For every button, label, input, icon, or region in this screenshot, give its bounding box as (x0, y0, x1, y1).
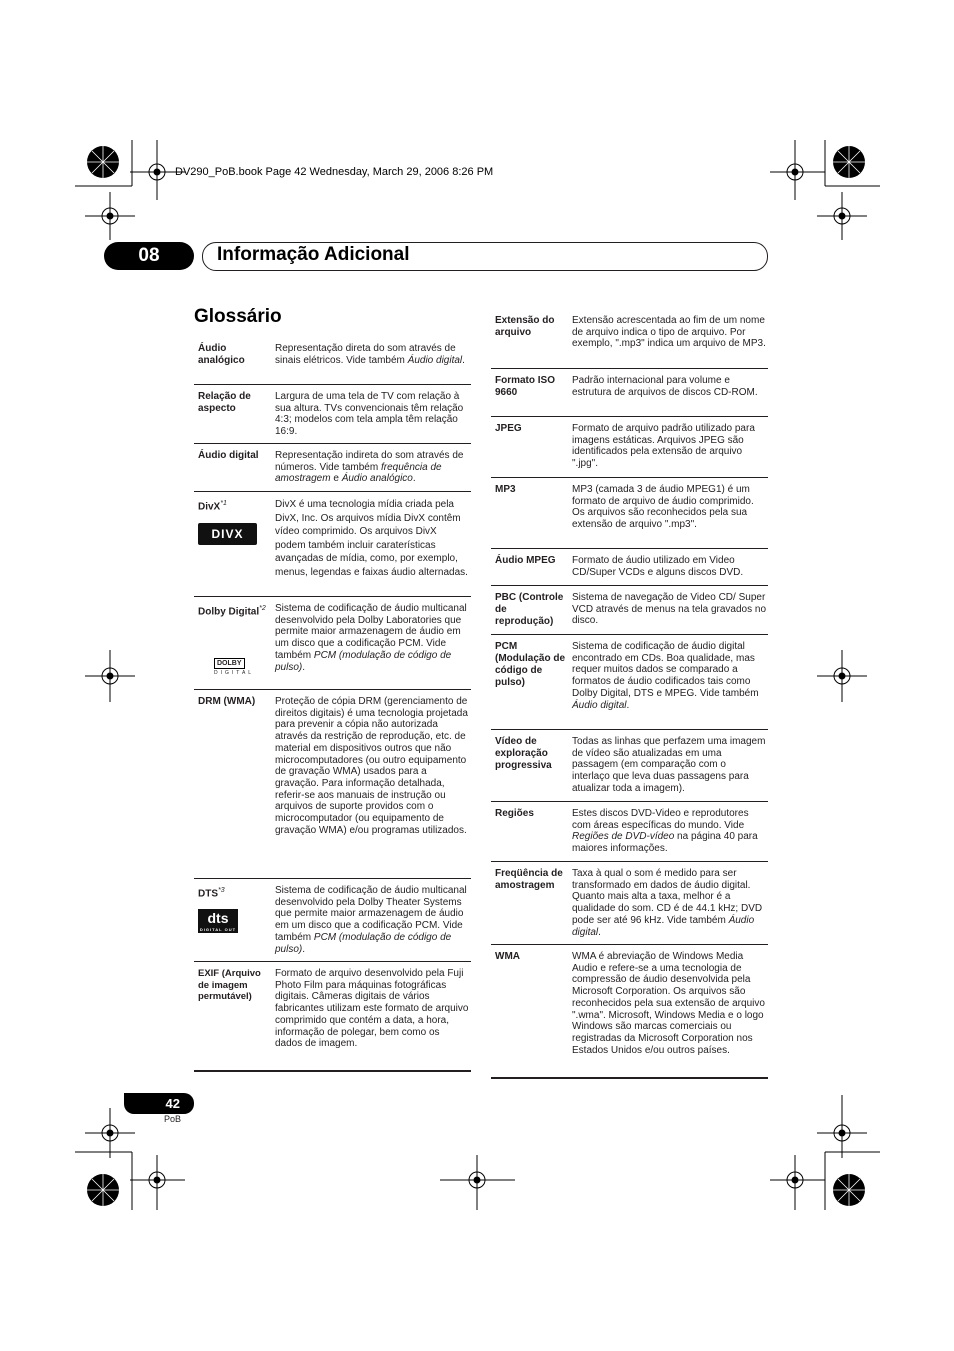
glossary-definition: Formato de arquivo padrão utilizado para imagens estáticas. Arquivos JPEG são identificados pela extensão de arquivo ".jpg". (572, 423, 755, 470)
glossary-term: Freqüência de amostragem (495, 868, 563, 891)
page-number: 42 (124, 1093, 194, 1114)
dolby-digital-logo: DOLBY DIGITAL (214, 660, 255, 676)
glossary-term: Áudio digital (198, 450, 259, 461)
glossary-definition: Extensão acrescentada ao fim de um nome de arquivo indica o tipo de arquivo. Por exemplo, ".mp3" indica um arquivo de MP3. (572, 315, 766, 350)
glossary-entry (491, 635, 768, 730)
glossary-definition: MP3 (camada 3 de áudio MPEG1) é um formato de arquivo de áudio comprimido. Os arquivos são reconhecidos pela sua extensão de arquivo ".mp3". (572, 484, 754, 531)
glossary-term: Áudio analógico (198, 343, 245, 366)
glossary-definition: Largura de uma tela de TV com relação à sua altura. TVs convencionais têm relação 4:3; modelos com tela ampla têm relação 16:9. (275, 391, 464, 438)
glossary-entry (491, 478, 768, 549)
divx-logo: DIVX (198, 523, 257, 545)
glossary-term: Formato ISO 9660 (495, 375, 556, 398)
glossary-definition: Todas as linhas que perfazem uma imagem de vídeo são atualizadas em uma passagem (em comparação com o interlaço que leva duas passagens para atualizar toda a imagem). (572, 736, 766, 794)
glossary-term: DRM (WMA) (198, 696, 256, 707)
glossary-entry (491, 862, 768, 945)
glossary-definition: Representação direta do som através de sinais elétricos. Vide também Áudio digital. (275, 343, 465, 366)
glossary-entry (491, 945, 768, 1079)
glossary-term: Vídeo de exploração progressiva (495, 736, 552, 771)
glossary-term: WMA (495, 951, 520, 962)
glossary-entry (194, 962, 471, 1072)
glossary-entry (194, 492, 471, 597)
glossary-term: PBC (Controle de reprodução) (495, 592, 564, 627)
glossary-term: Dolby Digital$^{*2}$ (198, 605, 266, 618)
glossary-entry (491, 730, 768, 802)
glossary-definition: Sistema de codificação de áudio multicanal desenvolvido pela Dolby Theater Systems que permite maior armazenagem de áudio em um disco que a codificação PCM. Vide também PCM (modulação de código de pulso). (275, 885, 467, 955)
section-title: Glossário (194, 306, 282, 327)
glossary-entry (491, 309, 768, 369)
chapter-number: 08 (104, 242, 194, 270)
chapter-title: Informação Adicional (217, 244, 410, 265)
glossary-entry (194, 444, 471, 492)
glossary-entry (491, 417, 768, 478)
glossary-entry (194, 690, 471, 879)
glossary-definition: WMA é abreviação de Windows Media Audio e refere-se a uma tecnologia de compressão de áudio desenvolvida pela Microsoft Corporation. Os arquivos são reconhecidos pela sua extensão de arquivo ".wma". Microsoft, Windows Media e o logo Windows são marcas comerciais ou registradas da Microsoft Corporation nos Estados Unidos e/ou outros países. (572, 951, 765, 1056)
glossary-term: EXIF (Arquivo de imagem permutável) (198, 968, 261, 1002)
glossary-term: DivX$^{*1}$ (198, 500, 227, 513)
glossary-left-column (194, 337, 471, 1072)
glossary-entry (194, 385, 471, 444)
glossary-definition: Sistema de navegação de Video CD/ Super VCD através de menus na tela gravados no disco. (572, 592, 766, 627)
glossary-term: Extensão do arquivo (495, 315, 555, 338)
glossary-term: Áudio MPEG (495, 555, 556, 566)
glossary-term: JPEG (495, 423, 522, 434)
language-code: PoB (164, 1114, 182, 1124)
glossary-entry (491, 369, 768, 417)
glossary-right-column (491, 309, 768, 1079)
glossary-entry (491, 549, 768, 586)
glossary-definition: Sistema de codificação de áudio multicanal desenvolvido pela Dolby Laboratories que permite maior armazenagem de áudio em um disco que a codificação PCM. Vide também PCM (modulação de código de pulso). (275, 603, 467, 673)
glossary-term: Relação de aspecto (198, 391, 251, 414)
glossary-entry (194, 337, 471, 385)
glossary-term: Regiões (495, 808, 534, 819)
glossary-definition: Padrão internacional para volume e estrutura de arquivos de discos CD-ROM. (572, 375, 758, 398)
glossary-entry (491, 586, 768, 635)
glossary-definition: Taxa à qual o som é medido para ser transformado em dados de áudio digital. Quanto mais alta a taxa, melhor é a qualidade do som. CD é de 44.1 kHz; DVD pode ser até 96 kHz. Vide também Áudio digital. (572, 868, 763, 938)
book-info-line: DV290_PoB.book Page 42 Wednesday, March 29, 2006 8:26 PM (175, 166, 494, 178)
glossary-definition: Formato de arquivo desenvolvido pela Fuji Photo Film para máquinas fotográficas digitais. Câmeras digitais de vários fabricantes utilizam este formato de arquivo comprimido que contém a data, a hora, informação de polegar, bem como os dados de imagem. (275, 968, 469, 1050)
glossary-definition: Formato de áudio utilizado em Video CD/Super VCDs e alguns discos DVD. (572, 555, 744, 578)
glossary-definition: DivX é uma tecnologia mídia criada pela DivX, Inc. Os arquivos mídia DivX contêm vídeo comprimido. Os arquivos DivX podem também incluir caraterísticas avançadas de mídia, como, por exemplo, menus, legendas e faixas áudio alternadas. (275, 499, 468, 578)
glossary-definition: Sistema de codificação de áudio digital encontrado em CDs. Boa qualidade, mas requer muitos dados se comparado a formatos de áudio codificados tais como Dolby Digital, DTS e MPEG. Vide também Áudio digital. (572, 641, 759, 711)
glossary-entry (194, 879, 471, 962)
dts-logo: dts DIGITAL OUT (199, 910, 237, 932)
glossary-definition: Representação indireta do som através de números. Vide também frequência de amostragem e Áudio analógico. (275, 450, 464, 485)
glossary-definition: Proteção de cópia DRM (gerenciamento de direitos digitais) é uma tecnologia projetada para prevenir a cópia não autorizada através da restrição de reprodução, etc. de material em dispositivos outros que não microcomputadores (ou outro equipamento de gravação WMA) usados para a gravação. Para informação detalhada, referir-se aos manuais de instrução ou arquivos de suporte providos com o microcomputador (ou equipamento de gravação WMA) e/ou programas utilizados. (275, 696, 468, 836)
glossary-entry (194, 597, 471, 690)
glossary-definition: Estes discos DVD-Video e reprodutores com áreas específicas do mundo. Vide Regiões de DVD-vídeo na página 40 para maiores informações. (572, 808, 758, 855)
glossary-term: PCM (Modulação de código de pulso) (495, 641, 566, 688)
glossary-term: DTS$^{*3}$ (198, 887, 225, 900)
glossary-term: MP3 (495, 484, 516, 495)
glossary-entry (491, 802, 768, 862)
